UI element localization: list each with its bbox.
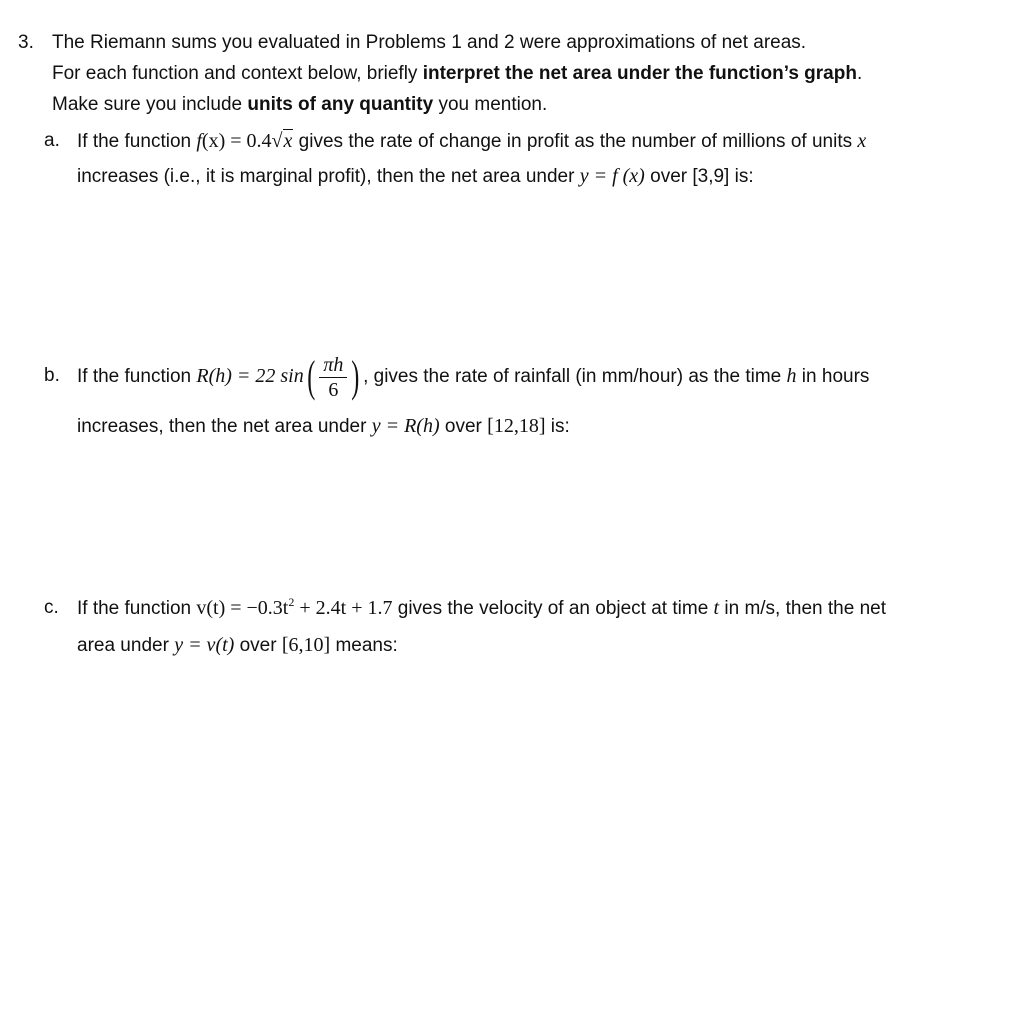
sqrt-symbol: √x: [271, 130, 293, 152]
part-c-label: c.: [44, 597, 59, 618]
part-b-line-2: [77, 414, 570, 439]
intro-line-2: [52, 62, 862, 86]
intro-line-3-post: you mention.: [433, 94, 548, 115]
part-b-text2-pre: increases, then the net area under: [77, 416, 372, 437]
part-c-text2-end: means:: [330, 635, 398, 656]
part-a-text2-pre: increases (i.e., it is marginal profit), then the net area under: [77, 166, 580, 187]
exponent: 2: [288, 595, 295, 609]
part-b-text-end: in hours: [796, 366, 870, 387]
part-c-text2-over: over: [234, 635, 282, 656]
part-b-text2-over: over: [439, 416, 488, 437]
part-a-function: f(x) = 0.4√x: [196, 130, 293, 152]
part-b-var-h: h: [786, 365, 797, 387]
part-c-text-post: gives the velocity of an object at time: [392, 598, 714, 619]
intro-line-1: The Riemann sums you evaluated in Problems 1 and 2 were approximations of net areas.: [52, 32, 807, 53]
part-b-label: b.: [44, 365, 60, 386]
part-b-text-post: , gives the rate of rainfall (in mm/hour) as the time: [363, 366, 787, 387]
part-a-text-post: gives the rate of change in profit as the number of millions of units: [293, 131, 858, 152]
part-b-text-pre: If the function: [77, 366, 197, 387]
intro-line-3-bold: units of any quantity: [247, 94, 434, 115]
part-a-line-1: [77, 129, 866, 154]
fraction-denominator: 6: [328, 378, 339, 401]
part-b-fraction: [319, 354, 347, 401]
part-c-var-t: t: [713, 597, 720, 619]
part-a-var-x: x: [857, 130, 867, 152]
part-c-area-expr: y = v(t): [174, 634, 235, 656]
fraction-numerator: πh: [319, 354, 347, 378]
right-paren: ): [351, 352, 360, 402]
left-paren: (: [307, 352, 316, 402]
part-a-line-2: [77, 164, 754, 189]
part-c-line-1: [77, 596, 886, 621]
part-c-function: $v(t) = -0.3t^2 + 2.4t + 1.7$: [196, 595, 393, 619]
intro-line-3: [52, 93, 547, 117]
intro-line-2-pre: For each function and context below, briefly: [52, 63, 423, 84]
part-b-interval: [12,18]: [487, 415, 546, 437]
part-c-line-2: [77, 633, 398, 658]
part-b-text2-end: is:: [545, 416, 570, 437]
intro-line-3-pre: Make sure you include: [52, 94, 248, 115]
part-b-area-expr: y = R(h): [371, 415, 440, 437]
part-c-text-pre: If the function: [77, 598, 197, 619]
part-b-line-1: [77, 342, 869, 411]
problem-number: 3.: [18, 32, 34, 53]
part-a-label: a.: [44, 130, 60, 151]
part-a-text2-over: over [3,9] is:: [644, 166, 754, 187]
part-a-text-pre: If the function: [77, 131, 197, 152]
intro-line-2-bold: interpret the net area under the function’s graph: [422, 63, 857, 84]
part-c-text2-pre: area under: [77, 635, 175, 656]
part-c-interval: [6,10]: [281, 634, 331, 656]
part-c-text-end: in m/s, then the net: [719, 598, 886, 619]
intro-line-2-post: .: [856, 63, 863, 84]
part-a-area-expr: y = f (x): [579, 165, 645, 187]
part-b-function: R(h) = 22 sin( $\frac{\pi h}{6}$ ): [196, 352, 360, 402]
